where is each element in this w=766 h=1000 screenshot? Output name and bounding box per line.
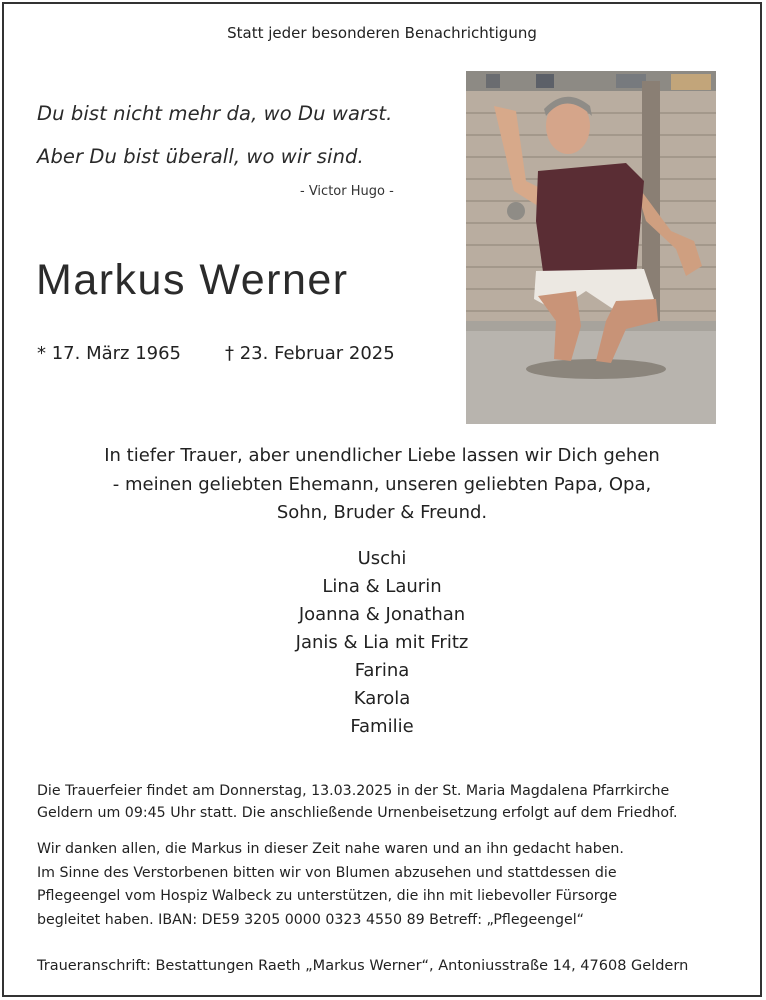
birth-date: * 17. März 1965	[37, 343, 182, 364]
mourning-address: Traueranschrift: Bestattungen Raeth „Markus Werner“, Antoniusstraße 14, 47608 Geldern	[37, 958, 689, 974]
family-member: Lina & Laurin	[322, 576, 442, 597]
family-list	[4, 545, 760, 741]
thanks-line: Im Sinne des Verstorbenen bitten wir von Blumen abzusehen und stattdessen die	[37, 864, 617, 881]
thanks-line: begleitet haben. IBAN: DE59 3205 0000 0323 4550 89 Betreff: „Pflegeengel“	[37, 911, 585, 928]
family-member: Joanna & Jonathan	[298, 604, 466, 625]
thanks-text	[37, 838, 624, 932]
family-member: Karola	[353, 688, 411, 709]
funeral-info-line: Geldern um 09:45 Uhr statt. Die anschließende Urnenbeisetzung erfolgt auf dem Friedhof.	[37, 805, 678, 821]
funeral-info	[37, 780, 677, 824]
thanks-line: Wir danken allen, die Markus in dieser Zeit nahe waren und an ihn gedacht haben.	[37, 841, 624, 857]
obituary-notice	[2, 2, 762, 997]
portrait-photo	[466, 71, 716, 424]
mourning-line: In tiefer Trauer, aber unendlicher Liebe lassen wir Dich gehen	[104, 445, 660, 466]
mourning-line: Sohn, Bruder & Freund.	[276, 502, 488, 523]
header-note: Statt jeder besonderen Benachrichtigung	[227, 24, 537, 42]
family-member: Farina	[354, 660, 410, 681]
quote-author: - Victor Hugo -	[300, 184, 394, 199]
funeral-info-line: Die Trauerfeier findet am Donnerstag, 13.03.2025 in der St. Maria Magdalena Pfarrkirche	[37, 783, 670, 799]
family-member: Uschi	[357, 548, 407, 569]
thanks-line: Pflegeengel vom Hospiz Walbeck zu unterstützen, die ihn mit liebevoller Fürsorge	[37, 888, 618, 904]
quote-line-1: Du bist nicht mehr da, wo Du warst.	[37, 102, 393, 125]
mourning-line: - meinen geliebten Ehemann, unseren geliebten Papa, Opa,	[112, 473, 652, 495]
quote-line-2: Aber Du bist überall, wo wir sind.	[37, 145, 364, 168]
family-member: Janis & Lia mit Fritz	[295, 632, 469, 653]
portrait-photo-image	[466, 71, 716, 424]
mourning-text	[4, 442, 760, 528]
family-member: Familie	[350, 716, 414, 737]
death-date: † 23. Februar 2025	[225, 343, 395, 364]
deceased-name: Markus Werner	[36, 256, 349, 304]
